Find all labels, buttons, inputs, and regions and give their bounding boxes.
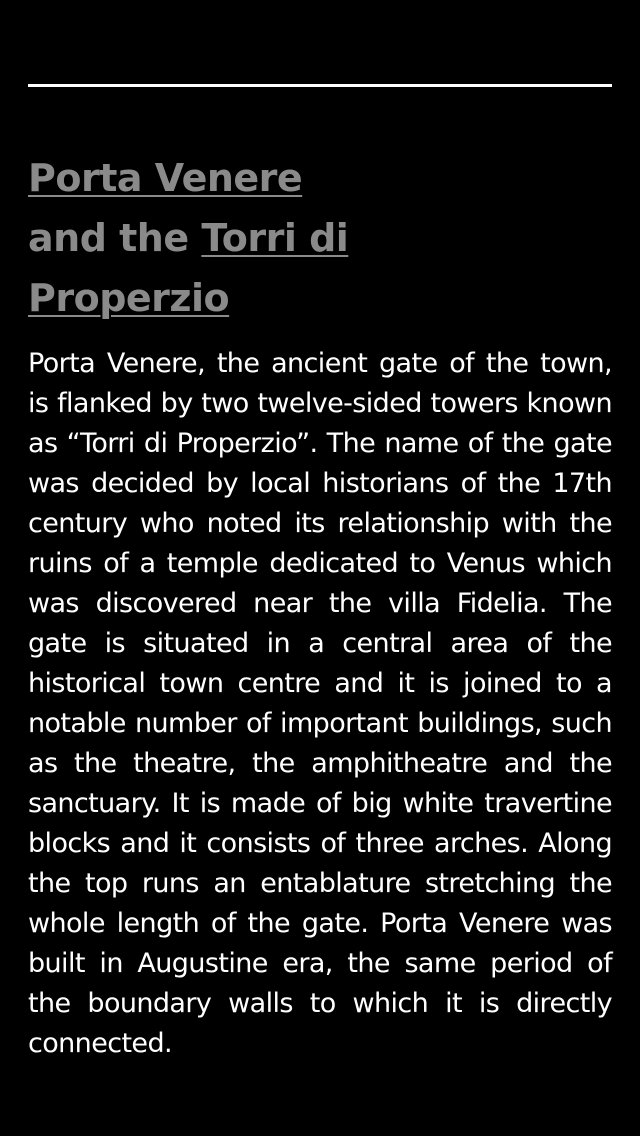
title-link-torri-di-properzio[interactable]: Torri di Properzio: [28, 216, 349, 320]
header-divider: [28, 84, 612, 87]
article-body: Porta Venere, the ancient gate of the town, is flanked by two twelve-sided towers known as “Torri di Properzio”. The name of the gate was decided by local historians of the 17th century who noted its relationship with the ruins of a temple dedicated to Venus which was discovered near the villa Fidelia. The gate is situated in a central area of the historical town centre and it is joined to a notable number of important buildings, such as the theatre, the amphitheatre and the sanctuary. It is made of big white travertine blocks and it consists of three arches. Along the top runs an entablature stretching the whole length of the gate. Porta Venere was built in Augustine era, the same period of the boundary walls to which it is directly connected.: [28, 348, 612, 1059]
title-link-porta-venere[interactable]: Porta Venere: [28, 156, 303, 200]
page-title: [28, 148, 448, 328]
title-connector-text: and the: [28, 216, 202, 260]
